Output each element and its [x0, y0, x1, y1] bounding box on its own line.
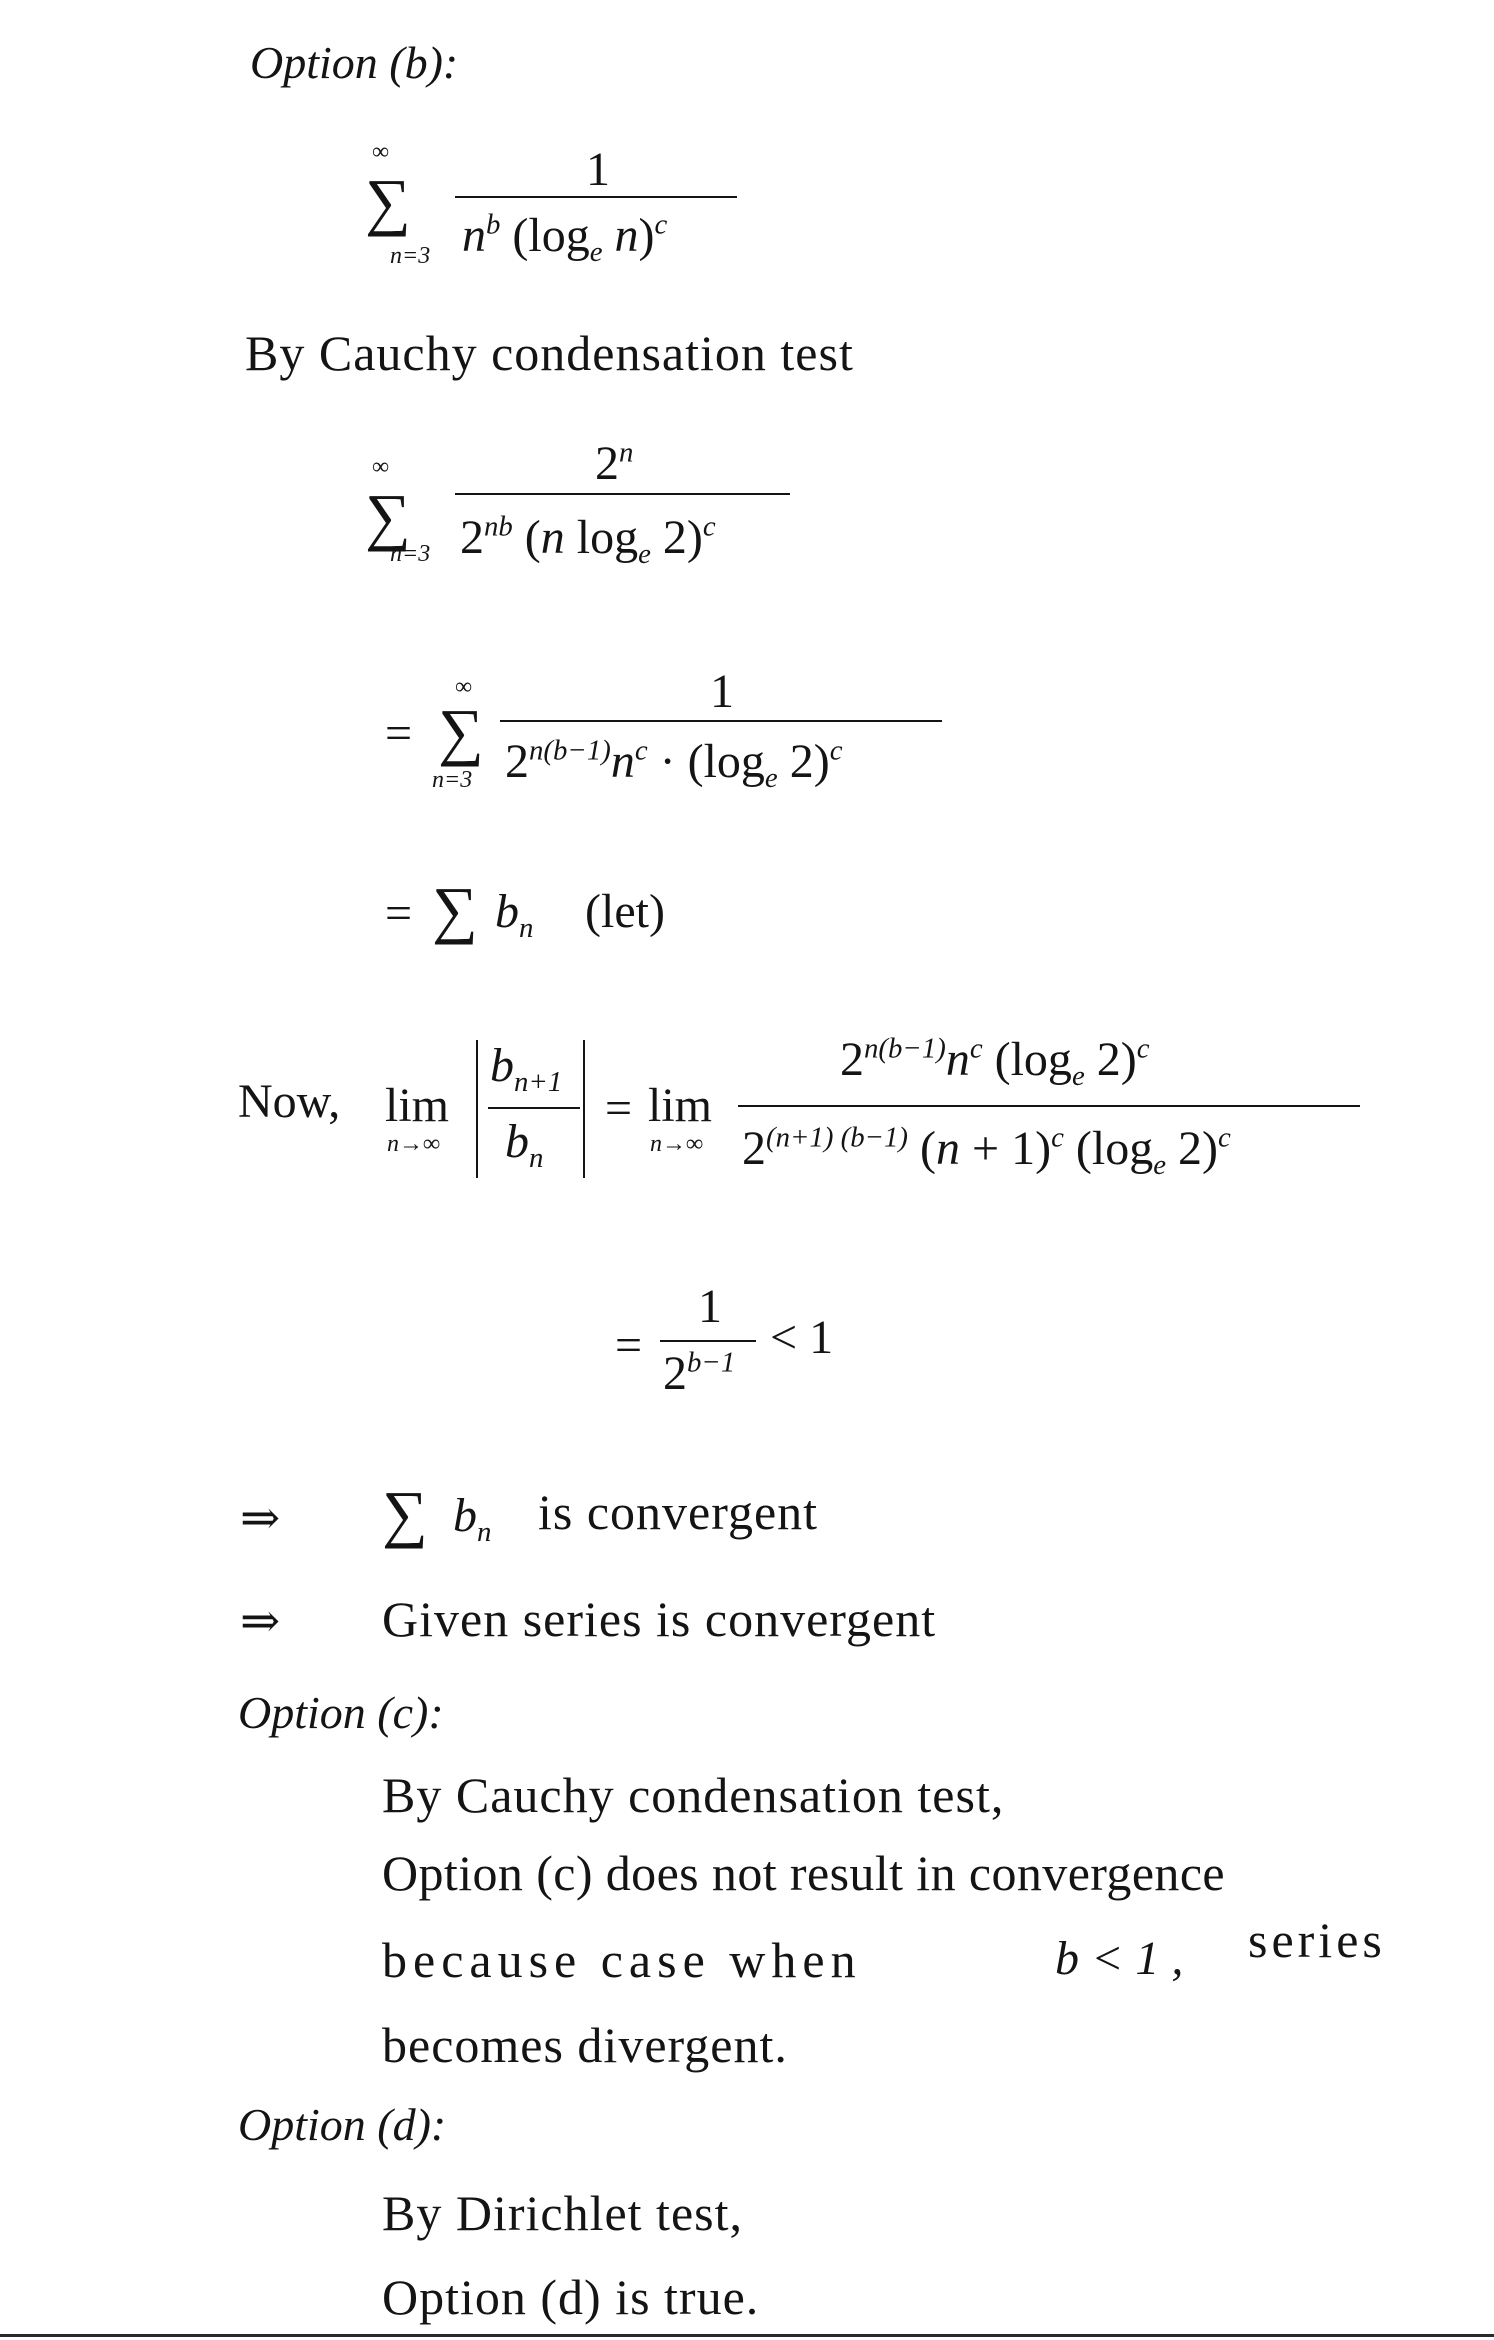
- summation-symbol: ∑: [438, 696, 484, 767]
- option-c-line-3: because case when: [382, 1932, 862, 1988]
- result-denominator: $2^{b-1}$: [663, 1346, 736, 1400]
- summation-symbol: ∑: [365, 166, 411, 237]
- option-c-line-1: By Cauchy condensation test,: [382, 1767, 1005, 1823]
- sum-lower-limit: n=3: [432, 767, 473, 793]
- sum-lower-limit: n=3: [390, 541, 431, 567]
- option-d-line-2: Option (d) is true.: [382, 2269, 760, 2325]
- fraction-denominator: $2^{nb}$ (n $\log_e 2)^c$: [460, 510, 716, 571]
- bn-term: $b_n$: [495, 885, 534, 945]
- now-text: Now,: [238, 1075, 341, 1128]
- option-c-line-4: becomes divergent.: [382, 2017, 788, 2073]
- lim-subscript: n→∞: [650, 1131, 704, 1157]
- fraction-numerator: 1: [586, 143, 610, 196]
- fraction-bar: [738, 1105, 1360, 1107]
- option-b-heading: Option (b):: [250, 37, 459, 88]
- fraction-numerator: 2$^n$: [595, 436, 634, 490]
- equals-sign: =: [605, 1082, 633, 1135]
- option-d-heading: Option (d):: [238, 2099, 447, 2150]
- option-c-heading: Option (c):: [238, 1687, 444, 1738]
- option-c-line-2: Option (c) does not result in convergence: [382, 1845, 1226, 1901]
- equals-sign: =: [615, 1319, 643, 1372]
- cauchy-test-text: By Cauchy condensation test: [245, 325, 854, 381]
- abs-bar-right: [583, 1040, 585, 1178]
- fraction-denominator: $2^{n(b-1)}n^c \cdot (\log_e$ 2)$^c$: [505, 734, 843, 795]
- sum-upper-limit: ∞: [455, 674, 473, 700]
- fraction-denominator: $n^b$ ($\log_e$ n)$^c$: [462, 208, 668, 269]
- fraction-numerator: 1: [710, 665, 734, 718]
- abs-bar-left: [476, 1040, 478, 1178]
- fraction-bar: [500, 720, 942, 722]
- bn-term: $b_n$: [453, 1489, 492, 1549]
- ratio-denominator: $b_n$: [505, 1115, 544, 1175]
- equals-sign: =: [385, 707, 413, 760]
- ratio-rhs-numerator: $2^{n(b-1)}n^c$ ($\log_e$ 2)$^c$: [840, 1032, 1150, 1093]
- fraction-bar: [488, 1107, 580, 1109]
- equals-sign: =: [385, 887, 413, 940]
- fraction-bar: [660, 1340, 756, 1342]
- summation-symbol: ∑: [365, 481, 411, 552]
- condition-b-less-than-1: b < 1 ,: [1055, 1932, 1184, 1985]
- option-d-line-1: By Dirichlet test,: [382, 2185, 743, 2241]
- given-series-convergent: Given series is convergent: [382, 1591, 937, 1647]
- implies-symbol: ⇒: [240, 1595, 281, 1648]
- let-text: (let): [585, 885, 665, 938]
- bottom-edge-line: [0, 2334, 1494, 2337]
- lim-text: lim: [648, 1079, 713, 1132]
- summation-symbol: ∑: [432, 874, 478, 945]
- option-c-series-word: series: [1248, 1912, 1386, 1968]
- ratio-rhs-denominator: $2^{(n+1) (b-1)}$ $(n + 1)^c$ ($\log_e$ 2)$^c$: [742, 1121, 1231, 1182]
- fraction-bar: [455, 493, 790, 495]
- lim-subscript: n→∞: [387, 1131, 441, 1157]
- sum-upper-limit: ∞: [372, 139, 390, 165]
- summation-symbol: ∑: [382, 1478, 428, 1549]
- result-numerator: 1: [698, 1280, 722, 1333]
- ratio-numerator: $b_{n+1}$: [490, 1039, 563, 1099]
- fraction-bar: [455, 196, 737, 198]
- sum-upper-limit: ∞: [372, 454, 390, 480]
- implies-symbol: ⇒: [240, 1492, 281, 1545]
- less-than-one: < 1: [770, 1311, 834, 1364]
- lim-text: lim: [385, 1079, 450, 1132]
- convergent-text: is convergent: [538, 1484, 819, 1540]
- sum-lower-limit: n=3: [390, 243, 431, 269]
